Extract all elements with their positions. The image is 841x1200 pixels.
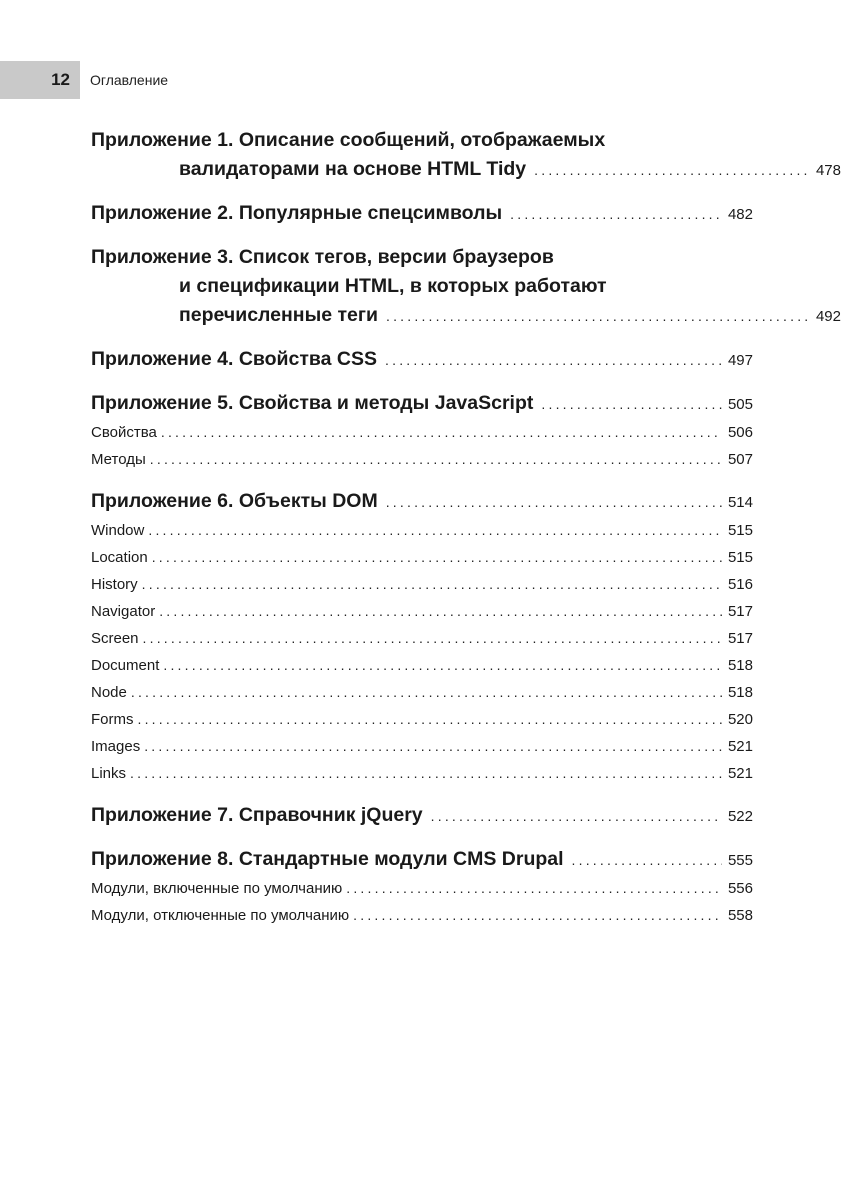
toc-appendix-label: Приложение 2. (91, 202, 234, 224)
dot-leader (431, 802, 722, 831)
toc-page-number: 555 (727, 852, 753, 869)
toc-appendix-title: Стандартные модули CMS Drupal (238, 848, 564, 870)
toc-appendix-title: Объекты DOM (238, 490, 378, 512)
dot-leader (510, 200, 722, 229)
toc-appendix-title: Популярные спецсимволы (238, 202, 503, 224)
dot-leader (386, 302, 810, 331)
dot-leader (152, 544, 722, 571)
toc-subentry (91, 419, 753, 446)
toc-subentry (91, 875, 753, 902)
toc-appendix-5 (91, 389, 753, 419)
toc-page-number: 505 (727, 396, 753, 413)
dot-leader (148, 517, 722, 544)
toc-appendix-label: Приложение 8. (91, 848, 234, 870)
toc-page-number: 506 (727, 424, 753, 441)
toc-appendix-title: и спецификации HTML, в которых работают (179, 275, 607, 297)
toc-appendix-title: валидаторами на основе HTML Tidy (179, 158, 527, 180)
dot-leader (150, 446, 722, 473)
page-number: 12 (0, 61, 80, 99)
toc-appendix-title: Свойства и методы JavaScript (238, 392, 534, 414)
dot-leader (541, 390, 722, 419)
dot-leader (142, 571, 722, 598)
dot-leader (385, 346, 722, 375)
toc-subentry-title: Links (91, 765, 127, 782)
toc-page-number: 507 (727, 451, 753, 468)
toc-subentry (91, 571, 753, 598)
toc-appendix-title: Справочник jQuery (238, 804, 423, 826)
toc-page-number: 497 (727, 352, 753, 369)
dot-leader (534, 156, 810, 185)
toc-page-number: 482 (727, 206, 753, 223)
toc-appendix-6 (91, 487, 753, 517)
toc-appendix-title: Список тегов, версии браузеров (238, 246, 554, 268)
toc-appendix-title: Свойства CSS (238, 348, 378, 370)
toc-subentry (91, 733, 753, 760)
toc-appendix-label: Приложение 6. (91, 490, 234, 512)
toc-subentry (91, 706, 753, 733)
dot-leader (144, 733, 722, 760)
toc-appendix-title: перечисленные теги (179, 304, 378, 326)
toc-page-number: 515 (727, 522, 753, 539)
toc-subentry (91, 544, 753, 571)
toc-appendix-label: Приложение 4. (91, 348, 234, 370)
toc-page-number: 520 (727, 711, 753, 728)
toc-subentry-title: Node (91, 684, 127, 701)
toc-page-number: 517 (727, 603, 753, 620)
toc-appendix-label: Приложение 3. (91, 246, 234, 268)
toc-appendix-1 (91, 126, 841, 185)
toc-appendix-title-line (91, 845, 753, 875)
toc-appendix-title-line (91, 126, 753, 155)
toc-page-number: 514 (727, 494, 753, 511)
toc-page-number: 515 (727, 549, 753, 566)
table-of-contents (91, 126, 841, 929)
toc-page-number: 521 (727, 765, 753, 782)
toc-appendix-7 (91, 801, 753, 831)
toc-page-number: 478 (815, 162, 841, 179)
page-header (0, 61, 168, 99)
dot-leader (346, 875, 722, 902)
toc-subentry-title: Window (91, 522, 145, 539)
toc-subentry (91, 679, 753, 706)
dot-leader (161, 419, 722, 446)
toc-appendix-title-line (91, 301, 841, 331)
toc-subentry-title: Images (91, 738, 141, 755)
toc-subentry-title: Screen (91, 630, 139, 647)
toc-page-number: 521 (727, 738, 753, 755)
dot-leader (131, 679, 722, 706)
dot-leader (143, 625, 722, 652)
toc-subentry-title: Forms (91, 711, 134, 728)
toc-subentry-title: Модули, отключенные по умолчанию (91, 907, 350, 924)
dot-leader (163, 652, 722, 679)
toc-subentry-title: Location (91, 549, 148, 566)
toc-appendix-title: Описание сообщений, отображаемых (238, 129, 606, 151)
toc-page-number: 518 (727, 684, 753, 701)
toc-appendix-title-line (91, 389, 753, 419)
toc-page-number: 558 (727, 907, 753, 924)
toc-appendix-3 (91, 243, 841, 331)
toc-page-number: 516 (727, 576, 753, 593)
toc-subentry-title: History (91, 576, 138, 593)
dot-leader (386, 488, 722, 517)
toc-appendix-title-line (91, 199, 753, 229)
toc-page-number: 492 (815, 308, 841, 325)
toc-subentry (91, 902, 753, 929)
running-head: Оглавление (90, 72, 169, 88)
toc-subentry (91, 625, 753, 652)
toc-page-number: 518 (727, 657, 753, 674)
toc-page-number: 556 (727, 880, 753, 897)
toc-subentry (91, 652, 753, 679)
dot-leader (159, 598, 722, 625)
toc-appendix-8 (91, 845, 753, 875)
toc-appendix-title-line (91, 801, 753, 831)
toc-appendix-label: Приложение 5. (91, 392, 234, 414)
toc-subentry (91, 517, 753, 544)
dot-leader (130, 760, 722, 787)
toc-page-number: 522 (727, 808, 753, 825)
dot-leader (572, 846, 722, 875)
toc-appendix-title-line (91, 155, 841, 185)
toc-appendix-4 (91, 345, 753, 375)
toc-appendix-label: Приложение 7. (91, 804, 234, 826)
toc-subentry-title: Методы (91, 451, 146, 468)
toc-subentry (91, 760, 753, 787)
dot-leader (138, 706, 722, 733)
toc-appendix-title-line (91, 345, 753, 375)
toc-appendix-title-line (91, 487, 753, 517)
toc-subentry-title: Document (91, 657, 160, 674)
toc-page-number: 517 (727, 630, 753, 647)
toc-appendix-label: Приложение 1. (91, 129, 234, 151)
toc-subentry (91, 598, 753, 625)
dot-leader (353, 902, 722, 929)
toc-subentry-title: Модули, включенные по умолчанию (91, 880, 343, 897)
toc-appendix-title-line (91, 243, 753, 272)
toc-subentry-title: Navigator (91, 603, 156, 620)
toc-subentry (91, 446, 753, 473)
toc-subentry-title: Свойства (91, 424, 157, 441)
toc-appendix-title-line (91, 272, 753, 301)
toc-appendix-2 (91, 199, 753, 229)
